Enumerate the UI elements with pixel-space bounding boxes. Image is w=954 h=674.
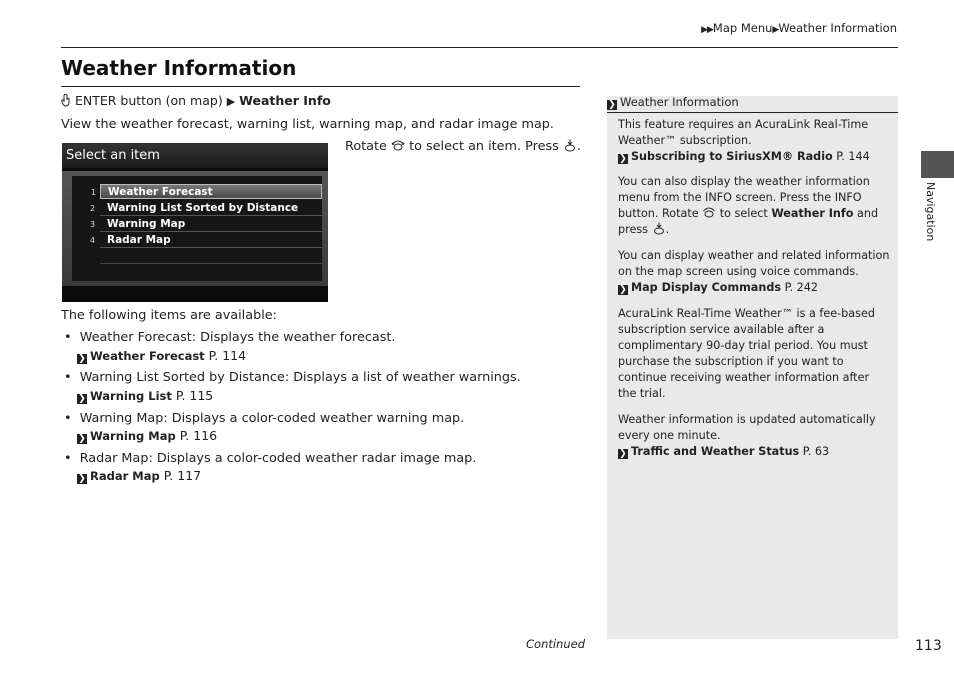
screen-menu-item[interactable] bbox=[90, 201, 322, 216]
sidebar-reference[interactable] bbox=[618, 445, 829, 458]
nav-path-arrow: ▶ bbox=[226, 95, 236, 108]
sidebar-text: and press bbox=[618, 207, 879, 236]
item-reference[interactable] bbox=[77, 468, 201, 484]
sidebar-heading bbox=[607, 96, 898, 113]
sidebar-paragraph bbox=[618, 412, 890, 460]
sidebar-heading-text: Weather Information bbox=[620, 95, 739, 109]
item-name: Weather Forecast bbox=[79, 330, 192, 345]
sidebar-text: Weather information is updated automatically every one minute. bbox=[618, 413, 876, 442]
sidebar-paragraph bbox=[618, 248, 890, 296]
reference-arrow-icon: ❯ bbox=[78, 474, 86, 484]
sidebar-paragraph bbox=[618, 306, 890, 402]
breadcrumb-arrows: ▶▶ bbox=[701, 25, 713, 35]
item-reference[interactable] bbox=[77, 348, 246, 364]
bullet-dot: • bbox=[64, 411, 80, 426]
rotate-text-2: to select an item. Press bbox=[409, 139, 559, 154]
press-knob-icon bbox=[563, 139, 577, 152]
title-rule bbox=[61, 86, 580, 87]
sidebar-text: You can display weather and related information on the map screen using voice commands. bbox=[618, 249, 890, 278]
reference-title: Warning Map bbox=[90, 429, 176, 443]
screen-menu-item[interactable] bbox=[90, 217, 322, 232]
reference-page: P. 117 bbox=[163, 468, 202, 483]
screen-menu-empty-row bbox=[100, 249, 322, 264]
reference-title: Warning List bbox=[90, 389, 172, 403]
reference-title: Weather Forecast bbox=[90, 349, 205, 363]
screen-image bbox=[62, 143, 328, 302]
sidebar-text: This feature requires an AcuraLink Real-Time Weather™ subscription. bbox=[618, 118, 869, 147]
sidebar-text: to select bbox=[719, 207, 768, 220]
screen-header: Select an item bbox=[62, 143, 328, 168]
breadcrumb bbox=[701, 21, 897, 35]
nav-path bbox=[61, 93, 331, 108]
bullet-dot: • bbox=[64, 330, 80, 345]
page-title: Weather Information bbox=[61, 56, 297, 80]
list-item bbox=[64, 451, 476, 466]
screen-menu-empty-row bbox=[100, 265, 322, 280]
section-tab-label: Navigation bbox=[924, 182, 937, 242]
reference-arrow-icon: ❯ bbox=[619, 449, 627, 459]
reference-page: P. 144 bbox=[836, 150, 870, 163]
list-item bbox=[64, 330, 395, 345]
item-desc: : Displays a color-coded weather warning map. bbox=[163, 411, 465, 426]
reference-title: Subscribing to SiriusXM® Radio bbox=[631, 150, 833, 163]
screen-menu-item[interactable] bbox=[91, 184, 322, 199]
nav-path-prefix: ENTER button (on map) bbox=[74, 93, 223, 108]
nav-path-target: Weather Info bbox=[239, 93, 331, 108]
sidebar-paragraph bbox=[618, 174, 890, 238]
menu-item-number: 4 bbox=[90, 236, 96, 245]
reference-arrow-icon: ❯ bbox=[78, 434, 86, 444]
list-item bbox=[64, 411, 464, 426]
screen-menu bbox=[72, 176, 322, 281]
item-reference[interactable] bbox=[77, 388, 213, 404]
reference-page: P. 114 bbox=[208, 348, 247, 363]
menu-item-label: Weather Forecast bbox=[108, 186, 213, 198]
item-name: Radar Map bbox=[79, 451, 149, 466]
enter-button-icon bbox=[61, 94, 71, 107]
rotate-text-3: . bbox=[576, 139, 581, 154]
breadcrumb-section[interactable]: Map Menu bbox=[712, 21, 773, 35]
item-desc: : Displays a color-coded weather radar image map. bbox=[148, 451, 477, 466]
reference-page: P. 115 bbox=[175, 388, 214, 403]
menu-item-number: 1 bbox=[91, 188, 97, 197]
menu-item-label: Radar Map bbox=[107, 234, 171, 246]
reference-arrow-icon: ❯ bbox=[78, 354, 86, 364]
item-name: Warning List Sorted by Distance bbox=[79, 370, 285, 385]
continued-label: Continued bbox=[526, 637, 586, 651]
sidebar-text: AcuraLink Real-Time Weather™ is a fee-based subscription service available after a complimentary 90-day trial period. You must purchase the subscription if you want to continue receiving weather information after the trial. bbox=[618, 307, 875, 400]
rotate-text-1: Rotate bbox=[345, 139, 387, 154]
sidebar-reference[interactable] bbox=[618, 150, 870, 163]
reference-title: Traffic and Weather Status bbox=[631, 445, 800, 458]
reference-title: Radar Map bbox=[90, 469, 160, 483]
item-reference[interactable] bbox=[77, 428, 217, 444]
press-knob-icon bbox=[652, 222, 666, 235]
bullet-dot: • bbox=[64, 370, 80, 385]
menu-item-number: 2 bbox=[90, 204, 96, 213]
rotate-knob-icon bbox=[702, 206, 716, 219]
item-desc: : Displays a list of weather warnings. bbox=[284, 370, 521, 385]
screen-frame bbox=[62, 171, 328, 286]
reference-title: Map Display Commands bbox=[631, 281, 781, 294]
list-item bbox=[64, 370, 521, 385]
sidebar-bold-text: Weather Info bbox=[771, 207, 854, 220]
reference-page: P. 116 bbox=[179, 428, 218, 443]
item-name: Warning Map bbox=[79, 411, 164, 426]
reference-arrow-icon: ❯ bbox=[619, 154, 627, 164]
reference-page: P. 63 bbox=[802, 445, 830, 458]
menu-item-number: 3 bbox=[90, 220, 96, 229]
reference-arrow-icon: ❯ bbox=[78, 394, 86, 404]
screen-menu-item[interactable] bbox=[90, 233, 322, 248]
intro-text: View the weather forecast, warning list, warning map, and radar image map. bbox=[61, 117, 554, 132]
rotate-instruction bbox=[345, 139, 581, 154]
sidebar-reference[interactable] bbox=[618, 281, 818, 294]
following-text: The following items are available: bbox=[61, 308, 277, 323]
page-number: 113 bbox=[915, 638, 942, 654]
sidebar-note bbox=[607, 96, 898, 639]
breadcrumb-separator: ▶ bbox=[772, 25, 779, 35]
sidebar-paragraph bbox=[618, 117, 890, 165]
rotate-knob-icon bbox=[391, 139, 405, 152]
sidebar-text: You can also display the weather information menu from the INFO screen. Press the INFO button. Rotate bbox=[618, 175, 870, 220]
sidebar-ref-icon: ❯ bbox=[608, 100, 616, 110]
sidebar-text: . bbox=[665, 223, 670, 236]
header-rule bbox=[61, 47, 898, 48]
bullet-dot: • bbox=[64, 451, 80, 466]
section-tab[interactable] bbox=[921, 151, 954, 178]
breadcrumb-page: Weather Information bbox=[778, 21, 897, 35]
item-desc: : Displays the weather forecast. bbox=[191, 330, 396, 345]
menu-item-label: Warning Map bbox=[107, 218, 186, 230]
reference-page: P. 242 bbox=[784, 281, 819, 294]
menu-item-label: Warning List Sorted by Distance bbox=[107, 202, 299, 214]
reference-arrow-icon: ❯ bbox=[619, 285, 627, 295]
